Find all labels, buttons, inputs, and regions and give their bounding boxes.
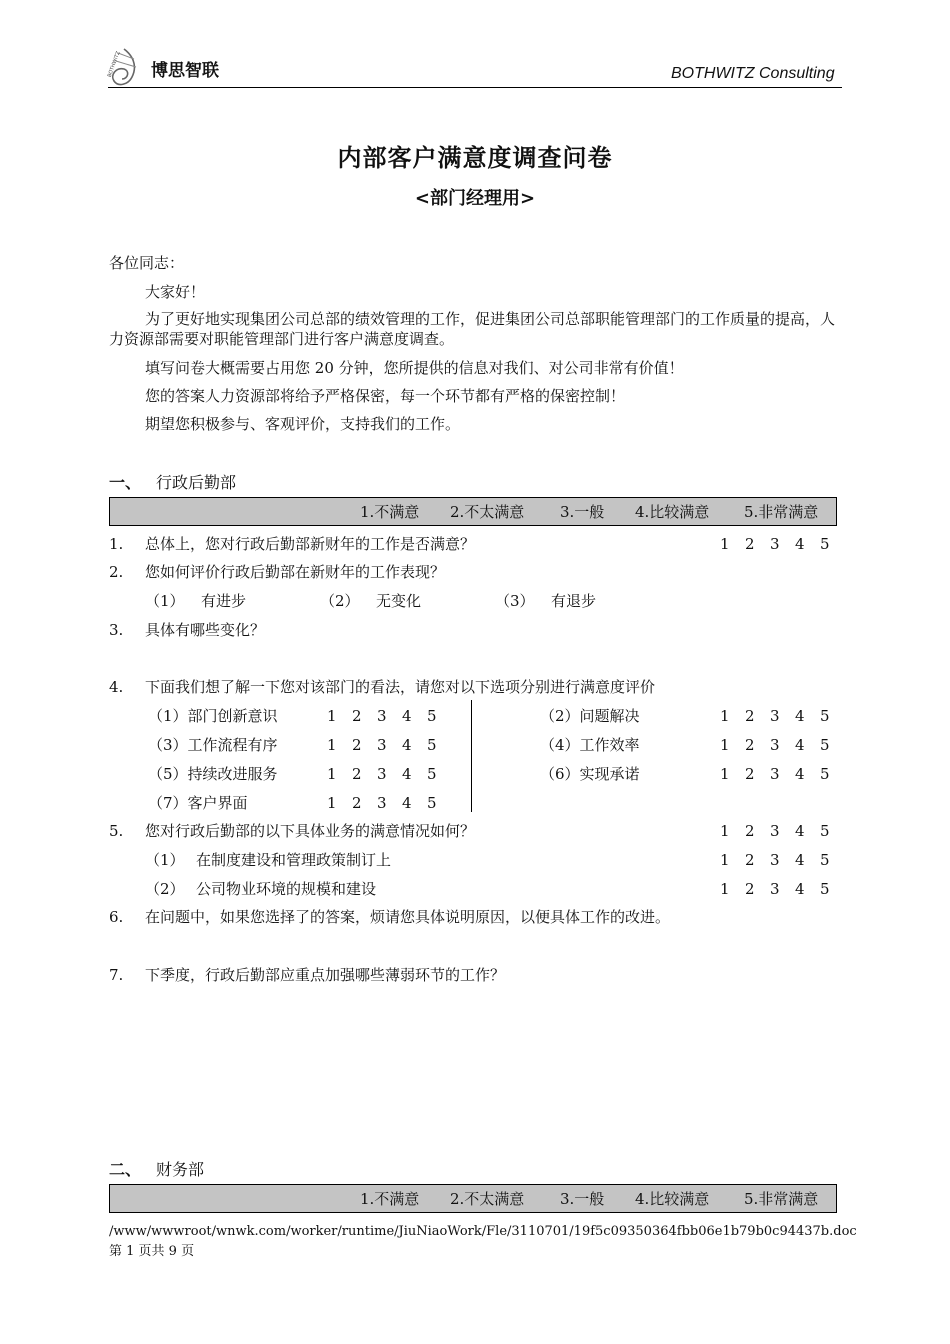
- q4-item-7-rating[interactable]: 1 2 3 4 5: [327, 794, 437, 812]
- q4-item-1: （1）部门创新意识: [148, 707, 278, 725]
- q4-item-2: （2）问题解决: [540, 707, 640, 725]
- q5-sub-1-rating[interactable]: 1 2 3 4 5: [720, 851, 830, 869]
- document-title: 内部客户满意度调查问卷: [337, 143, 613, 172]
- section-2-number: 二、: [109, 1160, 142, 1179]
- q5-sub-2-number: （2）: [145, 880, 185, 898]
- q7-number: 7.: [109, 966, 124, 984]
- scale-label-2: 2.不太满意: [450, 1190, 525, 1208]
- q5-rating[interactable]: 1 2 3 4 5: [720, 822, 830, 840]
- intro-hello: 大家好！: [145, 283, 206, 301]
- q2-option-2[interactable]: 无变化: [376, 592, 422, 610]
- q4-item-1-rating[interactable]: 1 2 3 4 5: [327, 707, 437, 725]
- footer-path: /www/wwwroot/wnwk.com/worker/runtime/JiuNiaoWork/Fle/3110701/19f5c09350364fbb06e1b79b0c94437b.doc: [109, 1224, 857, 1239]
- q4-item-6-rating[interactable]: 1 2 3 4 5: [720, 765, 830, 783]
- section-1-number: 一、: [109, 473, 142, 492]
- brand-name-cn: 博思智联: [151, 61, 219, 81]
- logo-text: BOTHWITZ: [106, 50, 122, 79]
- section-1-name: 行政后勤部: [156, 473, 237, 492]
- bothwitz-logo-icon: [104, 45, 144, 91]
- q3-number: 3.: [109, 621, 124, 639]
- scale-label-2: 2.不太满意: [450, 503, 525, 521]
- rating-scale-header-2: [109, 1184, 837, 1213]
- q4-item-3: （3）工作流程有序: [148, 736, 278, 754]
- scale-label-4: 4.比较满意: [635, 1190, 710, 1208]
- scale-label-4: 4.比较满意: [635, 503, 710, 521]
- rating-scale-header: [109, 497, 837, 526]
- intro-paragraph-2: 填写问卷大概需要占用您 20 分钟，您所提供的信息对我们、对公司非常有价值！: [145, 359, 684, 377]
- intro-paragraph-3: 您的答案人力资源部将给予严格保密，每一个环节都有严格的保密控制！: [145, 387, 626, 405]
- q2-option-2-number: （2）: [320, 592, 360, 610]
- scale-label-3: 3.一般: [560, 1190, 605, 1208]
- q6-number: 6.: [109, 908, 124, 926]
- q4-item-6: （6）实现承诺: [540, 765, 640, 783]
- q7-text: 下季度，行政后勤部应重点加强哪些薄弱环节的工作？: [145, 966, 506, 984]
- scale-label-5: 5.非常满意: [744, 1190, 819, 1208]
- intro-paragraph-4: 期望您积极参与、客观评价，支持我们的工作。: [145, 415, 461, 433]
- scale-label-5: 5.非常满意: [744, 503, 819, 521]
- q1-number: 1.: [109, 535, 124, 553]
- q3-text: 具体有哪些变化？: [145, 621, 266, 639]
- q4-column-divider: [471, 700, 472, 812]
- intro-greeting: 各位同志：: [109, 254, 185, 272]
- brand-name-en: BOTHWITZ Consulting: [671, 65, 835, 82]
- q4-text: 下面我们想了解一下您对该部门的看法，请您对以下选项分别进行满意度评价: [145, 678, 656, 696]
- q2-option-1-number: （1）: [145, 592, 185, 610]
- q4-number: 4.: [109, 678, 124, 696]
- q5-sub-2-rating[interactable]: 1 2 3 4 5: [720, 880, 830, 898]
- q2-option-3-number: （3）: [495, 592, 535, 610]
- q2-option-3[interactable]: 有退步: [551, 592, 597, 610]
- q2-number: 2.: [109, 563, 124, 581]
- document-subtitle: <部门经理用>: [414, 188, 536, 209]
- header-rule: [108, 87, 842, 88]
- q1-rating[interactable]: 1 2 3 4 5: [720, 535, 830, 553]
- q6-text: 在问题中，如果您选择了的答案，烦请您具体说明原因，以便具体工作的改进。: [145, 908, 671, 926]
- intro-paragraph-1: 为了更好地实现集团公司总部的绩效管理的工作，促进集团公司总部职能管理部门的工作质量的提高，人力资源部需要对职能管理部门进行客户满意度调查。: [109, 310, 836, 348]
- q4-item-4: （4）工作效率: [540, 736, 640, 754]
- footer-page: 第 1 页共 9 页: [109, 1244, 195, 1259]
- q4-item-5-rating[interactable]: 1 2 3 4 5: [327, 765, 437, 783]
- section-1-heading: [109, 472, 237, 494]
- page-footer: [109, 1222, 857, 1262]
- section-2-name: 财务部: [156, 1160, 205, 1179]
- q4-item-3-rating[interactable]: 1 2 3 4 5: [327, 736, 437, 754]
- q4-item-2-rating[interactable]: 1 2 3 4 5: [720, 707, 830, 725]
- section-2-heading: [109, 1159, 205, 1181]
- q5-text: 您对行政后勤部的以下具体业务的满意情况如何？: [145, 822, 476, 840]
- q5-sub-1-number: （1）: [145, 851, 185, 869]
- scale-label-3: 3.一般: [560, 503, 605, 521]
- scale-label-1: 1.不满意: [360, 503, 420, 521]
- q2-option-1[interactable]: 有进步: [201, 592, 247, 610]
- q5-number: 5.: [109, 822, 124, 840]
- q1-text: 总体上，您对行政后勤部新财年的工作是否满意？: [145, 535, 476, 553]
- q5-sub-2: 公司物业环境的规模和建设: [196, 880, 377, 898]
- q2-text: 您如何评价行政后勤部在新财年的工作表现？: [145, 563, 446, 581]
- q4-item-5: （5）持续改进服务: [148, 765, 278, 783]
- q5-sub-1: 在制度建设和管理政策制订上: [196, 851, 392, 869]
- q4-item-4-rating[interactable]: 1 2 3 4 5: [720, 736, 830, 754]
- scale-label-1: 1.不满意: [360, 1190, 420, 1208]
- q4-item-7: （7）客户界面: [148, 794, 248, 812]
